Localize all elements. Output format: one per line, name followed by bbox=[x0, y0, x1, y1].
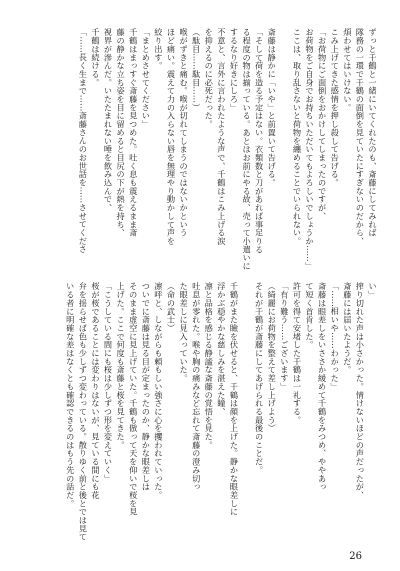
upper-text-block bbox=[29, 28, 379, 278]
text-line: するなり好きにしろ」 bbox=[229, 28, 240, 112]
text-line: た眼差しに見入っていた。 bbox=[179, 282, 190, 383]
text-line: 「お荷物にご面倒をおかけしてしまったのですが、 bbox=[317, 28, 328, 221]
text-line: 凛と品格を感じる静謐な斎藤の覚悟を見た。 bbox=[204, 282, 215, 449]
text-line: 「……長く生まで……斎藤さんのお世話を……させてくださ bbox=[78, 28, 89, 254]
text-line: ついでに斎藤は見る目が定まったのか、静かな眼差しは bbox=[141, 282, 152, 491]
text-line: 絞り出す。 bbox=[153, 28, 164, 70]
text-line: る程度の物は揃っている。あとはお前にやる故、売って小遣いに bbox=[242, 28, 253, 271]
text-line: 「そして荷を造る予定はない。衣類数と刀があれば事足りる bbox=[254, 28, 265, 254]
text-line: 浮かぶ穏やかな慈しみを湛えた瞳、 bbox=[216, 282, 227, 416]
lower-text-block bbox=[29, 282, 379, 544]
text-line: 斎藤は眼差しをいささか緩めて千鶴をみつめ、ややあっ bbox=[317, 282, 328, 491]
text-line: 煩わせてはいけない。 bbox=[342, 28, 353, 112]
text-line: お荷物をご自身でお持ちいただいてもよろしいでしょうか……」 bbox=[305, 28, 316, 271]
text-line: 斎藤は静かに「いや」と前置いて告げる。 bbox=[267, 28, 278, 187]
text-line: 藤の静かな立ち姿を目に留めると目尻の下が熱を持ち、 bbox=[116, 28, 127, 237]
text-line: そのまま虚空に見上げていた。千鶴も倣って天を仰いで桜を見 bbox=[128, 282, 139, 516]
text-line: 「まとめさせてください」 bbox=[141, 28, 152, 129]
text-line: いる者に明確な差はなくとも確認できるのはもう先の話だ。 bbox=[65, 282, 76, 508]
text-line: 搾り切れた声は小さかった。情けないほどの声だったが、 bbox=[355, 282, 366, 500]
page-number: 26 bbox=[349, 551, 362, 562]
text-line: 凛呼と、しながらも頼もしい強さに心を攫われていった。 bbox=[153, 282, 164, 500]
text-line: ずっと千鶴と一緒にいてくれたのも、斎藤にしてみれば bbox=[368, 28, 378, 237]
text-line: 千鶴がまた瞼を伏せると、千鶴は顔を上げた。静かな眼差しに bbox=[229, 282, 240, 516]
text-line: 喉がずきと痛む。喉が切れてしまうのではないかという bbox=[179, 28, 190, 237]
text-line: 上げた。ここで何度も斎藤と桜を見てきた。 bbox=[116, 282, 127, 449]
text-line: それが千鶴が斎藤にしてあげられる最後のことだ。 bbox=[254, 282, 265, 475]
text-line: 視界が滲んだ。いたたまれない唾を飲み込んで、 bbox=[103, 28, 114, 212]
text-line: い」 bbox=[368, 282, 378, 299]
text-line: て短く首肯した。 bbox=[305, 282, 316, 349]
text-line: （駄目……駄目……） bbox=[191, 28, 202, 112]
text-line: 「有り難う……ございます」 bbox=[279, 282, 290, 391]
text-line: こみ上げてきた感情を押し殺して告げる。 bbox=[330, 28, 341, 187]
text-line: ここは、取り乱さないと荷物を纏めることでいられない。 bbox=[292, 28, 303, 246]
text-line: を抑えるのに必死だった。 bbox=[204, 28, 215, 129]
text-line: 斎藤には届いたようだ。 bbox=[342, 282, 353, 374]
text-line: 千鶴は続ける。 bbox=[90, 28, 101, 87]
text-line: 千鶴はまっすぐ斎藤を見つめた。吐く息も震えるまま斎 bbox=[128, 28, 139, 237]
text-line: 弁を揺らせば色も少しずつ変わっている。散りゆく前と後とでは見て bbox=[78, 282, 89, 541]
text-line: 「……相いや……わかった」 bbox=[330, 282, 341, 391]
text-line: （命の武士） bbox=[166, 282, 177, 333]
text-line: 不意と、言外に言われたような声で、千鶴はこみ上げる涙 bbox=[216, 28, 227, 246]
text-line: 吐息が零れた。喉や胸の痛みなど忘れて斎藤の澄み切っ bbox=[191, 282, 202, 491]
text-line: ほど痛い。震えて力の入らない唇を無理やり動かして声を bbox=[166, 28, 177, 246]
text-line: 許可を得て安堵した千鶴は一礼する。 bbox=[292, 282, 303, 424]
text-line: 桜が桜であることには変わりはないが、見ている間にも花 bbox=[90, 282, 101, 500]
text-line: （綺麗にお荷物を整えて差し上げよう） bbox=[267, 282, 278, 433]
text-line: 隊務の一環で千鶴の面倒を見ていたにすぎないのだから、 bbox=[355, 28, 366, 246]
text-line: 「こうしている間にも桜は少しずつ形を変えていく」 bbox=[103, 282, 114, 483]
